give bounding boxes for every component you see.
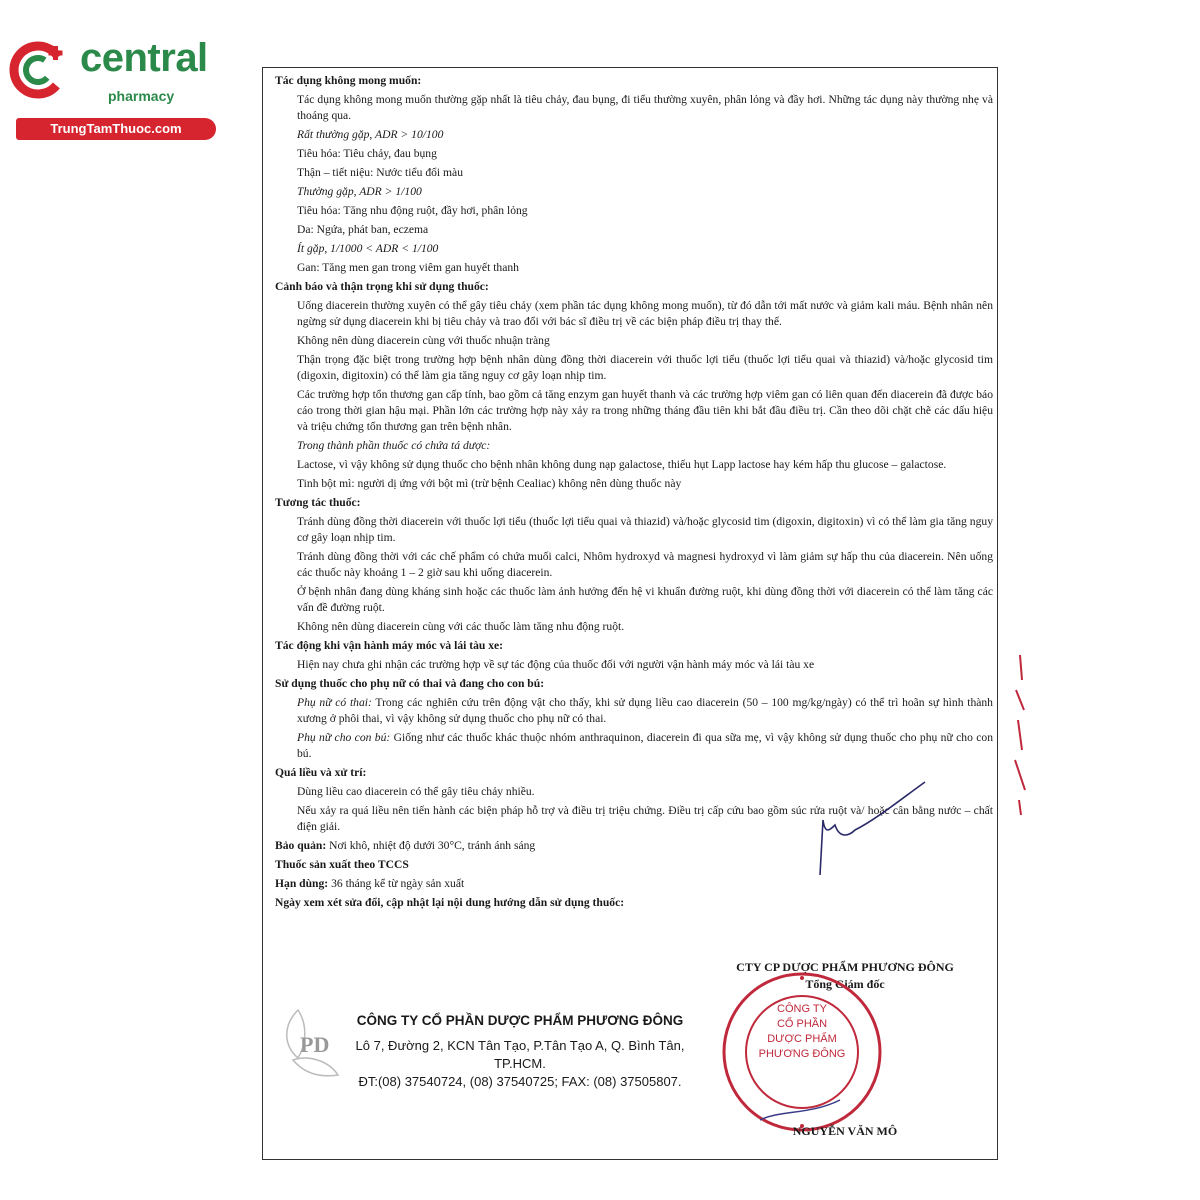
- company-logo: [278, 1000, 348, 1080]
- company-name: CÔNG TY CỔ PHẦN DƯỢC PHẨM PHƯƠNG ĐÔNG: [356, 1013, 684, 1028]
- handwritten-signature: [815, 780, 935, 880]
- paragraph: Lactose, vì vậy không sử dụng thuốc cho bệnh nhân không dung nạp galactose, thiếu hụt Lapp lactose hay kém hấp thu glucose – galactose.: [297, 458, 947, 471]
- standard-line: Thuốc sản xuất theo TCCS: [275, 858, 409, 871]
- paragraph: Tránh dùng đồng thời với các chế phẩm có chứa muối calci, Nhôm hydroxyd và magnesi hydroxyd vì làm giảm sự hấp thu của diacerein. Nên uống các thuốc này khoảng 1 – 2 giờ sau khi uống diacerein.: [297, 550, 993, 579]
- paragraph: Rất thường gặp, ADR > 10/100: [297, 128, 444, 141]
- company-logo-letters: PD: [300, 1032, 330, 1057]
- paragraph: [297, 730, 993, 762]
- section-heading: Quá liều và xử trí:: [275, 766, 367, 779]
- stamp-line: DƯỢC PHẨM: [767, 1033, 837, 1045]
- paragraph: Thường gặp, ADR > 1/100: [297, 185, 422, 198]
- paragraph: Không nên dùng diacerein cùng với các thuốc làm tăng nhu động ruột.: [297, 620, 625, 633]
- paragraph-lead: Phụ nữ cho con bú:: [297, 731, 391, 744]
- stamp-text: [752, 1002, 852, 1062]
- paragraph: Ở bệnh nhân đang dùng kháng sinh hoặc các thuốc làm ảnh hưởng đến hệ vi khuẩn đường ruột, khi dùng đồng thời với diacerein có thể làm tăng các vấn đề đường ruột.: [297, 585, 993, 614]
- company-phone: ĐT:(08) 37540724, (08) 37540725; FAX: (08) 37505807.: [358, 1074, 682, 1089]
- paragraph: Thận – tiết niệu: Nước tiểu đổi màu: [297, 166, 463, 179]
- expiry-line-text: 36 tháng kể từ ngày sản xuất: [328, 877, 465, 890]
- section-heading: Tác dụng không mong muốn:: [275, 74, 422, 87]
- paragraph: Thận trọng đặc biệt trong trường hợp bệnh nhân dùng đồng thời diacerein với thuốc lợi tiểu (thuốc lợi tiểu quai và thiazid) và/hoặc glycosid tim (digoxin, digitoxin) có thể làm gia tăng nguy cơ gây loạn nhịp tim.: [297, 353, 993, 382]
- section-heading: Tương tác thuốc:: [275, 496, 361, 509]
- paragraph: Dùng liều cao diacerein có thể gây tiêu chảy nhiều.: [297, 785, 535, 798]
- company-block: [340, 1013, 700, 1091]
- paragraph: Ít gặp, 1/1000 < ADR < 1/100: [297, 242, 439, 255]
- paragraph: Gan: Tăng men gan trong viêm gan huyết thanh: [297, 261, 519, 274]
- storage-line-label: Bảo quản:: [275, 839, 327, 852]
- paragraph: Da: Ngứa, phát ban, eczema: [297, 223, 429, 236]
- paragraph: Các trường hợp tổn thương gan cấp tính, bao gồm cả tăng enzym gan huyết thanh và các trường hợp viêm gan có liên quan đến diacerein đã được báo cáo trong thời gian hậu mại. Phần lớn các trường hợp này xảy ra trong những tháng đầu tiên khi bắt đầu điều trị. Cần theo dõi chặt chẽ các dấu hiệu và triệu chứng tổn thương gan trên bệnh nhân.: [297, 388, 993, 433]
- logo-website: TrungTamThuoc.com: [16, 118, 216, 140]
- storage-line-text: Nơi khô, nhiệt độ dưới 30°C, tránh ánh sáng: [326, 839, 536, 852]
- paragraph: Trong thành phần thuốc có chứa tá dược:: [297, 439, 491, 452]
- paragraph-text: Giống như các thuốc khác thuộc nhóm anthraquinon, diacerein đi qua sữa mẹ, vì vậy không sử dụng thuốc cho phụ nữ cho con bú.: [297, 731, 993, 760]
- signature-company: CTY CP DƯỢC PHẨM PHƯƠNG ĐÔNG: [736, 960, 954, 974]
- stamp-line: PHƯƠNG ĐÔNG: [758, 1048, 846, 1060]
- section-heading: Sử dụng thuốc cho phụ nữ có thai và đang cho con bú:: [275, 677, 545, 690]
- page-seal-edge: [1010, 650, 1030, 820]
- paragraph: [297, 695, 993, 727]
- paragraph: Tinh bột mì: người dị ứng với bột mì (trừ bệnh Cealiac) không nên dùng thuốc này: [297, 477, 682, 490]
- company-address: Lô 7, Đường 2, KCN Tân Tạo, P.Tân Tạo A, Q. Bình Tân, TP.HCM.: [355, 1038, 685, 1071]
- review-line: Ngày xem xét sửa đổi, cập nhật lại nội dung hướng dẫn sử dụng thuốc:: [275, 896, 625, 909]
- signer-name: NGUYỄN VĂN MÔ: [792, 1124, 898, 1138]
- logo-sub: pharmacy: [108, 88, 175, 104]
- paragraph: Tác dụng không mong muốn thường gặp nhất là tiêu chảy, đau bụng, đi tiểu thường xuyên, phân lỏng và đầy hơi. Những tác dụng này thường nhẹ và thoáng qua.: [297, 93, 993, 122]
- paragraph: Tránh dùng đồng thời diacerein với thuốc lợi tiểu (thuốc lợi tiểu quai và thiazid) và/hoặc glycosid tim (digoxin, digitoxin) vì có thể làm gia tăng nguy cơ gây loạn nhịp tim.: [297, 515, 993, 544]
- stamp-line: CÔNG TY: [777, 1003, 827, 1015]
- paragraph: Uống diacerein thường xuyên có thể gây tiêu chảy (xem phần tác dụng không mong muốn), từ đó dẫn tới mất nước và giảm kali máu. Bệnh nhân nên ngừng sử dụng diacerein khi bị tiêu chảy và trao đổi với bác sĩ điều trị về các biện pháp điều trị thay thế.: [297, 299, 993, 328]
- central-pharmacy-logo-icon: [8, 40, 68, 100]
- paragraph: Nếu xảy ra quá liều nên tiến hành các biện pháp hỗ trợ và điều trị triệu chứng. Điều trị cấp cứu bao gồm súc rửa ruột và/ hoặc cân bằng nước – chất điện giải.: [297, 804, 993, 833]
- central-pharmacy-logo: [8, 34, 223, 139]
- signature-title: Tổng Giám đốc: [805, 977, 885, 991]
- expiry-line-label: Hạn dùng:: [275, 877, 329, 890]
- paragraph: Tiêu hóa: Tăng nhu động ruột, đầy hơi, phân lỏng: [297, 204, 528, 217]
- section-heading: Cảnh báo và thận trọng khi sử dụng thuốc:: [275, 280, 489, 293]
- paragraph-text: Trong các nghiên cứu trên động vật cho thấy, khi sử dụng liều cao diacerein (50 – 100 mg/kg/ngày) có thể trì hoãn sự hình thành xương ở phôi thai, vì vậy không sử dụng thuốc cho phụ nữ có thai.: [297, 696, 993, 725]
- paragraph: Không nên dùng diacerein cùng với thuốc nhuận tràng: [297, 334, 550, 347]
- paragraph-lead: Phụ nữ có thai:: [297, 696, 372, 709]
- paragraph: Tiêu hóa: Tiêu chảy, đau bụng: [297, 147, 437, 160]
- logo-brand: central: [80, 36, 208, 80]
- stamp-line: CỔ PHẦN: [776, 1018, 828, 1030]
- section-heading: Tác động khi vận hành máy móc và lái tàu xe:: [275, 639, 504, 652]
- paragraph: Hiện nay chưa ghi nhận các trường hợp về sự tác động của thuốc đối với người vận hành máy móc và lái tàu xe: [297, 658, 815, 671]
